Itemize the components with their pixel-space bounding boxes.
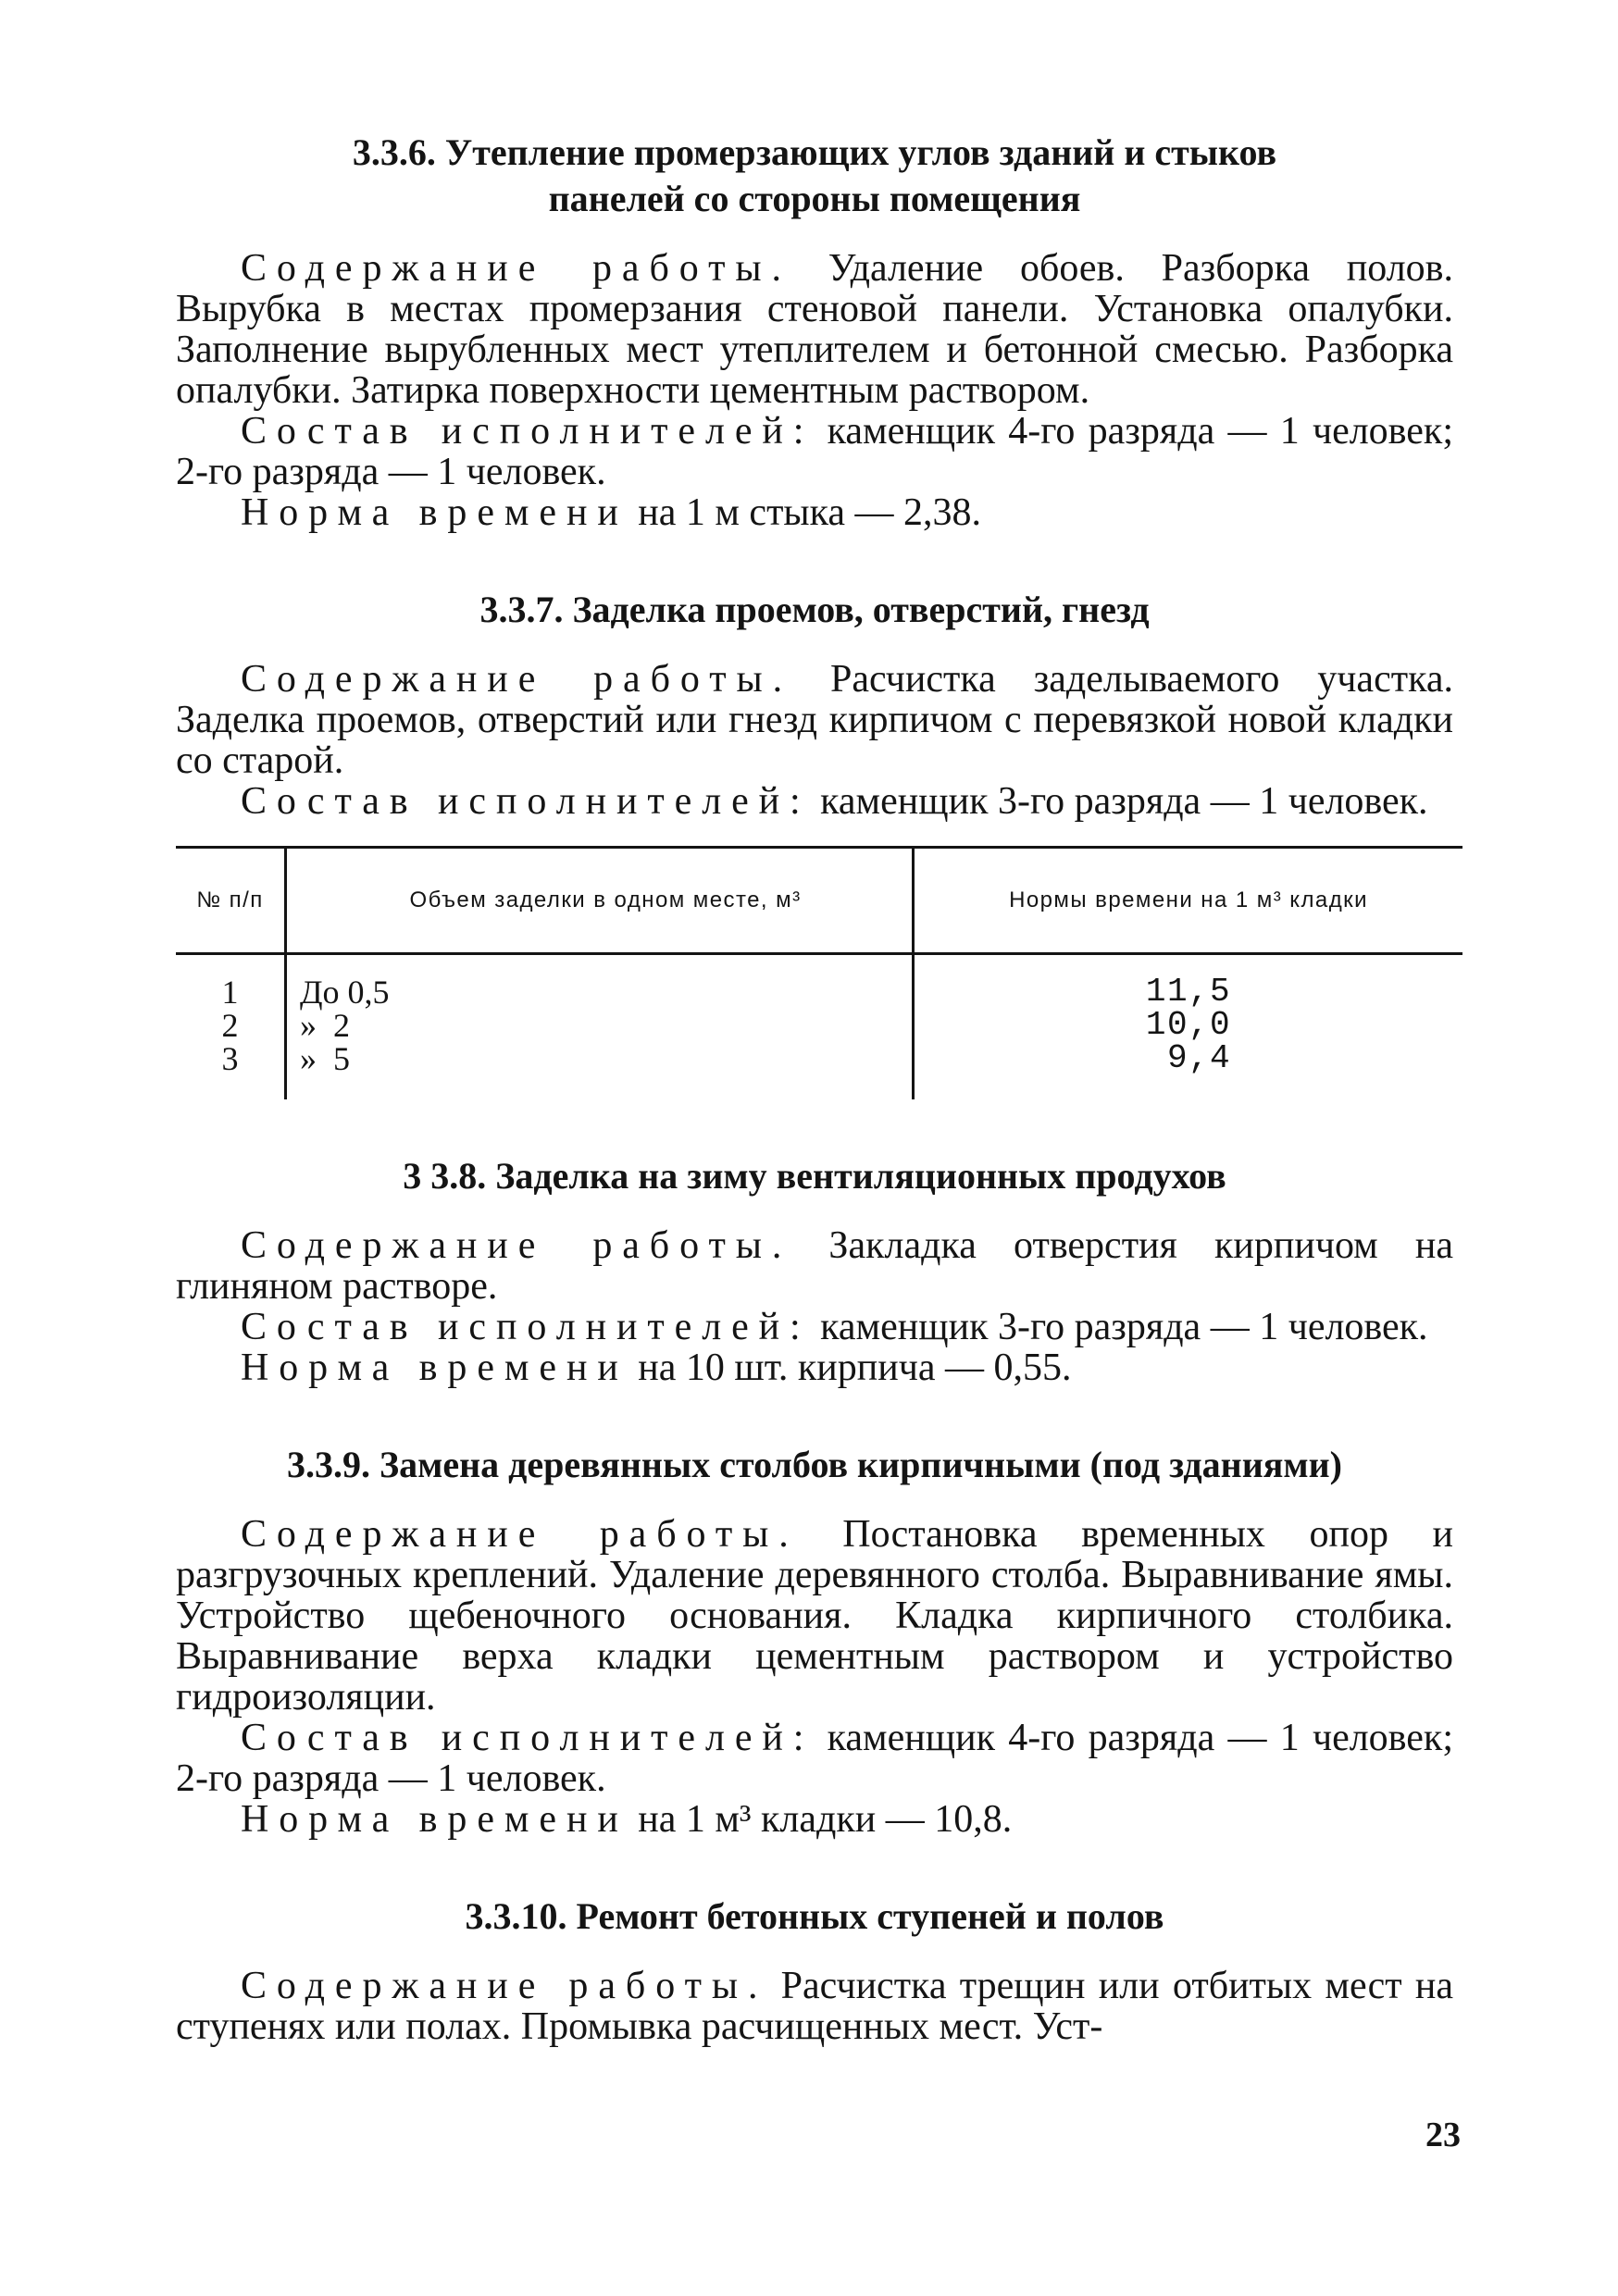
row-number: 3 — [221, 1040, 239, 1077]
norm-paragraph: Норма времени на 1 м³ кладки — 10,8. — [241, 1798, 1013, 1841]
row-norm: 11,5 — [1145, 973, 1232, 1011]
norm-paragraph: Норма времени на 1 м стыка — 2,38. — [241, 491, 982, 534]
table-row — [176, 954, 1462, 1100]
section-3-3-8 — [176, 1153, 1453, 1388]
content-label: Содержание работы. — [241, 1224, 792, 1267]
staff-label: Состав исполнителей: — [241, 1306, 811, 1348]
norms-table — [176, 846, 1462, 1099]
col-header-number: № п/п — [176, 848, 286, 954]
section-3-3-9 — [176, 1442, 1453, 1840]
col-header-norm: Нормы времени на 1 м³ кладки — [914, 848, 1463, 954]
content-paragraph: Содержание работы. Постановка временных опор и разгрузочных креплений. Удаление деревянного столба. Выравнивание ямы. Устройство щебеночного основания. Кладка кирпичного столбика. Выравнивание верха кладки цементным раствором и устройство гидроизоляции. — [176, 1513, 1453, 1719]
section-3-3-6 — [176, 130, 1453, 533]
row-number: 1 — [221, 974, 239, 1011]
content-label: Содержание работы. — [241, 247, 791, 290]
content-paragraph: Содержание работы. Расчистка трещин или отбитых мест на ступенях или полах. Промывка расчищенных мест. Уст- — [176, 1965, 1453, 2048]
norm-label: Норма времени — [241, 491, 629, 534]
content-paragraph: Содержание работы. Расчистка заделываемого участка. Заделка проемов, отверстий или гнезд кирпичом с перевязкой новой кладки со старой. — [176, 658, 1453, 782]
section-heading: 3.3.10. Ремонт бетонных ступеней и полов — [465, 1895, 1164, 1937]
content-label: Содержание работы. — [241, 1513, 799, 1556]
content-label: Содержание работы. — [241, 658, 793, 701]
row-norm: 9,4 — [1145, 1039, 1232, 1077]
row-volume: » 2 — [300, 1007, 350, 1044]
row-volume: » 5 — [300, 1040, 350, 1077]
section-heading: 3.3.9. Замена деревянных столбов кирпичными (под зданиями) — [287, 1444, 1342, 1485]
staff-paragraph: Состав исполнителей: каменщик 4-го разряда — 1 человек; 2-го разряда — 1 человек. — [176, 410, 1453, 493]
content-label: Содержание работы. — [241, 1965, 768, 2007]
document-page — [176, 130, 1453, 2047]
content-paragraph: Содержание работы. Закладка отверстия кирпичом на глиняном растворе. — [176, 1224, 1453, 1308]
row-number: 2 — [221, 1007, 239, 1044]
staff-paragraph: Состав исполнителей: каменщик 3-го разряда — 1 человек. — [241, 1306, 1428, 1348]
content-paragraph: Содержание работы. Удаление обоев. Разборка полов. Вырубка в местах промерзания стеновой панели. Установка опалубки. Заполнение вырубленных мест утеплителем и бетонной смесью. Разборка опалубки. Затирка поверхности цементным раствором. — [176, 247, 1453, 412]
section-heading: 3.3.6. Утепление промерзающих углов зданий и стыков панелей со стороны помещения — [352, 131, 1277, 219]
section-heading: 3.3.7. Заделка проемов, отверстий, гнезд — [479, 589, 1150, 630]
staff-label: Состав исполнителей: — [241, 780, 811, 823]
page-number: 23 — [1425, 2116, 1461, 2154]
staff-paragraph: Состав исполнителей: каменщик 4-го разряда — 1 человек; 2-го разряда — 1 человек. — [176, 1717, 1453, 1800]
norm-label: Норма времени — [241, 1798, 629, 1841]
section-3-3-7 — [176, 587, 1453, 1099]
row-norm: 10,0 — [1145, 1006, 1232, 1044]
staff-label: Состав исполнителей: — [241, 1717, 815, 1759]
section-3-3-10 — [176, 1893, 1453, 2047]
norm-label: Норма времени — [241, 1347, 629, 1389]
col-header-volume: Объем заделки в одном месте, м³ — [286, 848, 914, 954]
staff-paragraph: Состав исполнителей: каменщик 3-го разряда — 1 человек. — [241, 780, 1428, 823]
section-heading: 3 3.8. Заделка на зиму вентиляционных продухов — [403, 1155, 1226, 1197]
row-volume: До 0,5 — [300, 974, 390, 1011]
norm-paragraph: Норма времени на 10 шт. кирпича — 0,55. — [241, 1347, 1072, 1389]
staff-label: Состав исполнителей: — [241, 410, 815, 453]
